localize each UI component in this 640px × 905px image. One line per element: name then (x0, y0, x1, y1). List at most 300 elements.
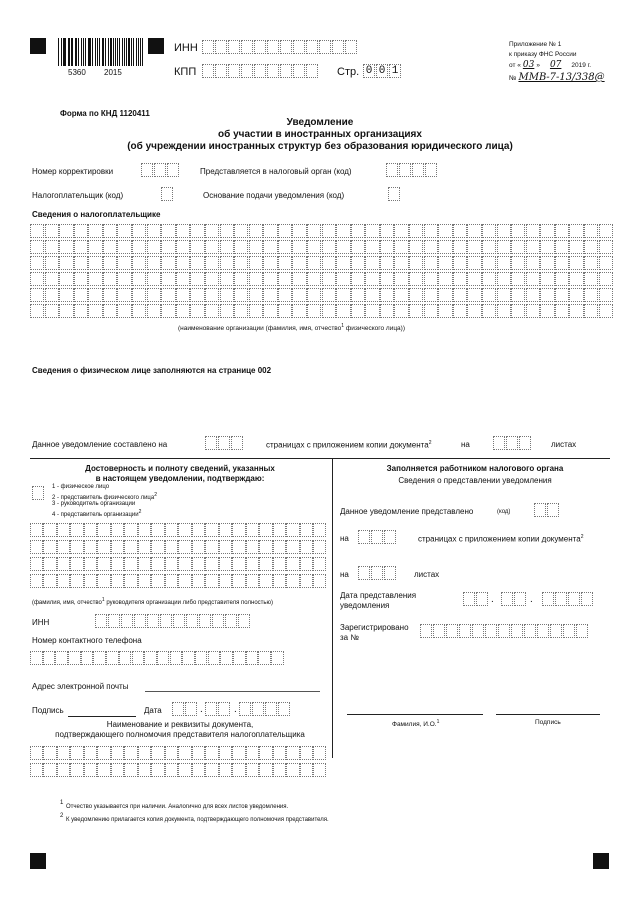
input-cell[interactable] (234, 272, 248, 286)
input-cell[interactable] (599, 288, 613, 302)
input-cell[interactable] (569, 272, 583, 286)
input-cell[interactable] (192, 763, 205, 777)
input-cell[interactable] (106, 651, 119, 665)
input-cell[interactable] (263, 224, 277, 238)
submission-day-cells[interactable] (463, 592, 489, 606)
input-cell[interactable] (43, 651, 56, 665)
input-cell[interactable] (482, 224, 496, 238)
input-cell[interactable] (205, 224, 219, 238)
input-cell[interactable] (300, 523, 313, 537)
input-cell[interactable] (351, 288, 365, 302)
input-cell[interactable] (497, 304, 511, 318)
input-cell[interactable] (138, 523, 151, 537)
input-cell[interactable] (322, 240, 336, 254)
input-cell[interactable] (192, 557, 205, 571)
input-cell[interactable] (472, 624, 484, 638)
input-cell[interactable] (190, 240, 204, 254)
input-cell[interactable] (584, 256, 598, 270)
input-cell[interactable] (292, 272, 306, 286)
input-cell[interactable] (271, 651, 284, 665)
input-cell[interactable] (249, 224, 263, 238)
input-cell[interactable] (280, 40, 292, 54)
input-cell[interactable] (569, 256, 583, 270)
grid-row[interactable] (30, 763, 327, 777)
input-cell[interactable] (202, 64, 214, 78)
input-cell[interactable] (497, 288, 511, 302)
input-cell[interactable] (205, 256, 219, 270)
input-cell[interactable] (192, 540, 205, 554)
input-cell[interactable] (205, 574, 218, 588)
input-cell[interactable] (59, 304, 73, 318)
input-cell[interactable] (307, 240, 321, 254)
input-cell[interactable] (351, 224, 365, 238)
input-cell[interactable] (176, 256, 190, 270)
input-cell[interactable] (313, 557, 326, 571)
input-cell[interactable] (584, 224, 598, 238)
input-cell[interactable] (249, 240, 263, 254)
input-cell[interactable] (192, 523, 205, 537)
input-cell[interactable] (380, 224, 394, 238)
input-cell[interactable] (584, 272, 598, 286)
input-cell[interactable] (467, 240, 481, 254)
pages-cells[interactable] (205, 436, 244, 450)
input-cell[interactable] (97, 574, 110, 588)
input-cell[interactable] (292, 240, 306, 254)
input-cell[interactable] (234, 240, 248, 254)
input-cell[interactable] (267, 40, 279, 54)
input-cell[interactable] (394, 256, 408, 270)
input-cell[interactable] (43, 763, 56, 777)
input-cell[interactable] (192, 574, 205, 588)
input-cell[interactable] (540, 224, 554, 238)
input-cell[interactable] (220, 240, 234, 254)
input-cell[interactable] (121, 614, 133, 628)
input-cell[interactable] (424, 240, 438, 254)
input-cell[interactable] (526, 240, 540, 254)
input-cell[interactable] (497, 272, 511, 286)
input-cell[interactable] (526, 272, 540, 286)
input-cell[interactable] (293, 40, 305, 54)
input-cell[interactable] (300, 574, 313, 588)
input-cell[interactable] (540, 256, 554, 270)
input-cell[interactable] (45, 240, 59, 254)
input-cell[interactable] (409, 272, 423, 286)
input-cell[interactable] (30, 557, 43, 571)
date-day-cells[interactable] (172, 702, 198, 716)
input-cell[interactable] (59, 224, 73, 238)
input-cell[interactable] (420, 624, 432, 638)
input-cell[interactable] (178, 763, 191, 777)
input-cell[interactable] (409, 224, 423, 238)
input-cell[interactable] (81, 651, 94, 665)
input-cell[interactable] (511, 256, 525, 270)
input-cell[interactable] (365, 304, 379, 318)
input-cell[interactable] (485, 624, 497, 638)
input-cell[interactable] (467, 288, 481, 302)
input-cell[interactable] (307, 256, 321, 270)
input-cell[interactable] (30, 288, 44, 302)
input-cell[interactable] (584, 288, 598, 302)
input-cell[interactable] (540, 288, 554, 302)
input-cell[interactable] (234, 288, 248, 302)
input-cell[interactable] (409, 304, 423, 318)
input-cell[interactable] (190, 272, 204, 286)
grid-row[interactable] (30, 574, 327, 588)
input-cell[interactable] (132, 240, 146, 254)
grid-row[interactable] (30, 557, 327, 571)
input-cell[interactable] (246, 557, 259, 571)
input-cell[interactable] (599, 304, 613, 318)
input-cell[interactable] (88, 240, 102, 254)
input-cell[interactable] (84, 574, 97, 588)
input-cell[interactable] (124, 763, 137, 777)
input-cell[interactable] (74, 224, 88, 238)
input-cell[interactable] (111, 523, 124, 537)
input-cell[interactable] (195, 651, 208, 665)
signature-line[interactable] (68, 716, 136, 717)
signer-inn-cells[interactable] (95, 614, 251, 628)
correction-cells[interactable] (141, 163, 180, 177)
input-cell[interactable] (273, 540, 286, 554)
input-cell[interactable] (43, 574, 56, 588)
input-cell[interactable] (540, 304, 554, 318)
tax-authority-cells[interactable] (386, 163, 438, 177)
input-cell[interactable] (438, 304, 452, 318)
input-cell[interactable] (178, 746, 191, 760)
input-cell[interactable] (380, 288, 394, 302)
input-cell[interactable] (232, 746, 245, 760)
input-cell[interactable] (103, 256, 117, 270)
input-cell[interactable] (313, 540, 326, 554)
input-cell[interactable] (57, 523, 70, 537)
input-cell[interactable] (446, 624, 458, 638)
input-cell[interactable] (273, 523, 286, 537)
input-cell[interactable] (246, 523, 259, 537)
input-cell[interactable] (306, 40, 318, 54)
input-cell[interactable] (205, 288, 219, 302)
input-cell[interactable] (351, 304, 365, 318)
input-cell[interactable] (103, 272, 117, 286)
input-cell[interactable] (176, 304, 190, 318)
input-cell[interactable] (108, 614, 120, 628)
input-cell[interactable] (351, 272, 365, 286)
input-cell[interactable] (202, 40, 214, 54)
grid-row[interactable] (30, 288, 613, 302)
input-cell[interactable] (246, 574, 259, 588)
date-month-cells[interactable] (205, 702, 231, 716)
input-cell[interactable] (307, 224, 321, 238)
input-cell[interactable] (138, 557, 151, 571)
input-cell[interactable] (482, 288, 496, 302)
input-cell[interactable] (220, 256, 234, 270)
input-cell[interactable] (241, 64, 253, 78)
input-cell[interactable] (178, 557, 191, 571)
input-cell[interactable] (259, 557, 272, 571)
input-cell[interactable] (30, 272, 44, 286)
input-cell[interactable] (45, 256, 59, 270)
input-cell[interactable] (151, 523, 164, 537)
input-cell[interactable] (292, 288, 306, 302)
input-cell[interactable] (205, 746, 218, 760)
grid-row[interactable] (30, 240, 613, 254)
input-cell[interactable] (176, 240, 190, 254)
input-cell[interactable] (313, 574, 326, 588)
input-cell[interactable] (124, 574, 137, 588)
input-cell[interactable] (165, 763, 178, 777)
input-cell[interactable] (286, 574, 299, 588)
input-cell[interactable] (84, 523, 97, 537)
input-cell[interactable] (453, 224, 467, 238)
input-cell[interactable] (313, 746, 326, 760)
input-cell[interactable] (259, 763, 272, 777)
input-cell[interactable] (55, 651, 68, 665)
input-cell[interactable] (84, 746, 97, 760)
input-cell[interactable] (258, 651, 271, 665)
input-cell[interactable] (161, 256, 175, 270)
attachment-sheets-cells[interactable] (493, 436, 532, 450)
input-cell[interactable] (186, 614, 198, 628)
input-cell[interactable] (178, 574, 191, 588)
input-cell[interactable] (584, 240, 598, 254)
input-cell[interactable] (467, 224, 481, 238)
input-cell[interactable] (332, 40, 344, 54)
input-cell[interactable] (43, 540, 56, 554)
input-cell[interactable] (219, 574, 232, 588)
input-cell[interactable] (84, 763, 97, 777)
input-cell[interactable] (241, 40, 253, 54)
input-cell[interactable] (165, 540, 178, 554)
input-cell[interactable] (205, 557, 218, 571)
input-cell[interactable] (286, 763, 299, 777)
input-cell[interactable] (394, 224, 408, 238)
input-cell[interactable] (254, 64, 266, 78)
input-cell[interactable] (205, 240, 219, 254)
input-cell[interactable] (263, 256, 277, 270)
input-cell[interactable] (233, 651, 246, 665)
input-cell[interactable] (380, 256, 394, 270)
input-cell[interactable] (278, 240, 292, 254)
input-cell[interactable] (409, 256, 423, 270)
input-cell[interactable] (319, 40, 331, 54)
input-cell[interactable] (74, 240, 88, 254)
kpp-cells[interactable] (202, 64, 319, 78)
input-cell[interactable] (537, 624, 549, 638)
input-cell[interactable] (351, 256, 365, 270)
input-cell[interactable] (336, 288, 350, 302)
input-cell[interactable] (43, 523, 56, 537)
input-cell[interactable] (273, 557, 286, 571)
input-cell[interactable] (540, 240, 554, 254)
input-cell[interactable] (336, 256, 350, 270)
input-cell[interactable] (228, 64, 240, 78)
input-cell[interactable] (88, 272, 102, 286)
input-cell[interactable] (151, 574, 164, 588)
input-cell[interactable] (190, 304, 204, 318)
input-cell[interactable] (111, 574, 124, 588)
input-cell[interactable] (88, 256, 102, 270)
input-cell[interactable] (249, 272, 263, 286)
input-cell[interactable] (292, 256, 306, 270)
input-cell[interactable] (43, 557, 56, 571)
input-cell[interactable] (219, 523, 232, 537)
grid-row[interactable] (30, 746, 327, 760)
input-cell[interactable] (117, 256, 131, 270)
input-cell[interactable] (394, 304, 408, 318)
input-cell[interactable] (170, 651, 183, 665)
input-cell[interactable] (212, 614, 224, 628)
input-cell[interactable] (124, 540, 137, 554)
input-cell[interactable] (178, 523, 191, 537)
input-cell[interactable] (192, 746, 205, 760)
input-cell[interactable] (74, 256, 88, 270)
input-cell[interactable] (45, 288, 59, 302)
input-cell[interactable] (336, 224, 350, 238)
input-cell[interactable] (103, 288, 117, 302)
input-cell[interactable] (30, 651, 43, 665)
input-cell[interactable] (138, 746, 151, 760)
input-cell[interactable] (132, 256, 146, 270)
input-cell[interactable] (88, 288, 102, 302)
input-cell[interactable] (569, 288, 583, 302)
input-cell[interactable] (322, 272, 336, 286)
input-cell[interactable] (424, 224, 438, 238)
input-cell[interactable] (117, 224, 131, 238)
submitted-code-cells[interactable] (534, 503, 560, 517)
input-cell[interactable] (563, 624, 575, 638)
input-cell[interactable] (228, 40, 240, 54)
input-cell[interactable] (599, 272, 613, 286)
input-cell[interactable] (300, 746, 313, 760)
input-cell[interactable] (30, 256, 44, 270)
input-cell[interactable] (30, 574, 43, 588)
input-cell[interactable] (132, 288, 146, 302)
input-cell[interactable] (30, 240, 44, 254)
input-cell[interactable] (286, 540, 299, 554)
input-cell[interactable] (43, 746, 56, 760)
input-cell[interactable] (249, 256, 263, 270)
input-cell[interactable] (30, 304, 44, 318)
input-cell[interactable] (30, 763, 43, 777)
input-cell[interactable] (482, 304, 496, 318)
input-cell[interactable] (151, 557, 164, 571)
input-cell[interactable] (74, 304, 88, 318)
grid-row[interactable] (30, 304, 613, 318)
grid-row[interactable] (30, 224, 613, 238)
input-cell[interactable] (165, 523, 178, 537)
input-cell[interactable] (219, 557, 232, 571)
input-cell[interactable] (273, 763, 286, 777)
input-cell[interactable] (286, 523, 299, 537)
input-cell[interactable] (70, 540, 83, 554)
input-cell[interactable] (278, 288, 292, 302)
input-cell[interactable] (259, 574, 272, 588)
input-cell[interactable] (147, 304, 161, 318)
input-cell[interactable] (45, 224, 59, 238)
input-cell[interactable] (232, 540, 245, 554)
inspector-pages-cells[interactable] (358, 530, 397, 544)
input-cell[interactable] (599, 224, 613, 238)
input-cell[interactable] (70, 574, 83, 588)
input-cell[interactable] (97, 540, 110, 554)
basis-code-cells[interactable] (388, 187, 401, 201)
input-cell[interactable] (151, 763, 164, 777)
input-cell[interactable] (215, 40, 227, 54)
input-cell[interactable] (259, 523, 272, 537)
input-cell[interactable] (569, 304, 583, 318)
input-cell[interactable] (453, 240, 467, 254)
input-cell[interactable] (467, 272, 481, 286)
input-cell[interactable] (97, 523, 110, 537)
input-cell[interactable] (132, 304, 146, 318)
input-cell[interactable] (178, 540, 191, 554)
submission-month-cells[interactable] (501, 592, 527, 606)
input-cell[interactable] (280, 64, 292, 78)
input-cell[interactable] (365, 224, 379, 238)
input-cell[interactable] (569, 240, 583, 254)
input-cell[interactable] (365, 240, 379, 254)
input-cell[interactable] (95, 614, 107, 628)
input-cell[interactable] (173, 614, 185, 628)
input-cell[interactable] (526, 288, 540, 302)
input-cell[interactable] (70, 763, 83, 777)
input-cell[interactable] (351, 240, 365, 254)
input-cell[interactable] (511, 304, 525, 318)
inn-cells[interactable] (202, 40, 358, 54)
input-cell[interactable] (147, 256, 161, 270)
input-cell[interactable] (599, 256, 613, 270)
input-cell[interactable] (182, 651, 195, 665)
input-cell[interactable] (84, 557, 97, 571)
input-cell[interactable] (550, 624, 562, 638)
input-cell[interactable] (147, 614, 159, 628)
input-cell[interactable] (103, 240, 117, 254)
input-cell[interactable] (74, 288, 88, 302)
input-cell[interactable] (300, 763, 313, 777)
input-cell[interactable] (151, 540, 164, 554)
input-cell[interactable] (30, 224, 44, 238)
input-cell[interactable] (147, 272, 161, 286)
input-cell[interactable] (117, 288, 131, 302)
input-cell[interactable] (555, 256, 569, 270)
input-cell[interactable] (97, 746, 110, 760)
input-cell[interactable] (424, 256, 438, 270)
input-cell[interactable] (205, 272, 219, 286)
input-cell[interactable] (190, 224, 204, 238)
input-cell[interactable] (208, 651, 221, 665)
input-cell[interactable] (497, 256, 511, 270)
input-cell[interactable] (161, 240, 175, 254)
input-cell[interactable] (511, 272, 525, 286)
input-cell[interactable] (238, 614, 250, 628)
inspector-fio-line[interactable] (347, 714, 483, 715)
inspector-signature-line[interactable] (496, 714, 600, 715)
input-cell[interactable] (246, 746, 259, 760)
confirm-role-cell[interactable] (32, 486, 45, 500)
input-cell[interactable] (97, 557, 110, 571)
input-cell[interactable] (511, 288, 525, 302)
input-cell[interactable] (30, 540, 43, 554)
input-cell[interactable] (365, 288, 379, 302)
phone-cells[interactable] (30, 651, 284, 665)
input-cell[interactable] (322, 304, 336, 318)
input-cell[interactable] (74, 272, 88, 286)
input-cell[interactable] (111, 540, 124, 554)
input-cell[interactable] (117, 240, 131, 254)
input-cell[interactable] (409, 240, 423, 254)
input-cell[interactable] (278, 272, 292, 286)
input-cell[interactable] (263, 288, 277, 302)
input-cell[interactable] (147, 224, 161, 238)
